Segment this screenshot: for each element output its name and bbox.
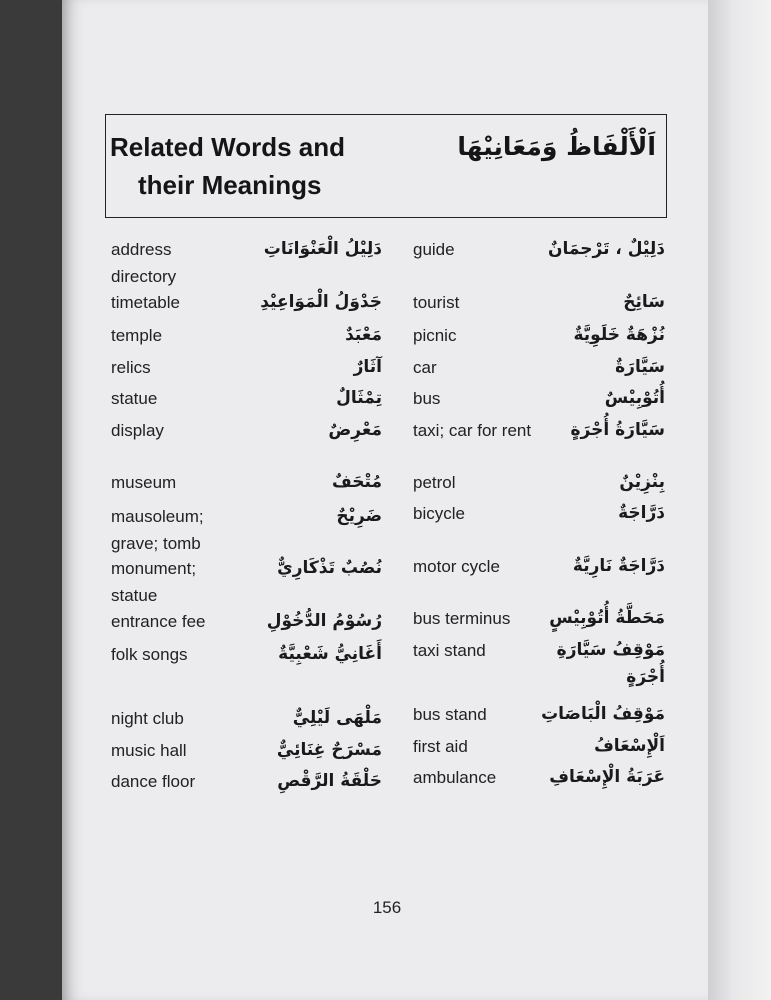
right-english-6: taxi; car for rent [413, 421, 532, 440]
left-arabic-7: مُتْحَفٌ [332, 472, 382, 492]
right-english-12: bus stand [413, 705, 487, 724]
heading-english-line2: their Meanings [138, 170, 322, 200]
right-arabic-8: دَرَّاجَةٌ [618, 503, 665, 523]
left-arabic-11: أَغَانِيُّ شَعْبِيَّةٌ [278, 644, 382, 664]
right-arabic-5: أُتُوْبِيْسٌ [604, 388, 665, 408]
heading-english-line1: Related Words and [110, 132, 346, 162]
heading-arabic: اَلْأَلْفَاظُ وَمَعَانِيْهَا [457, 132, 656, 161]
right-arabic-1: دَلِيْلٌ ، تَرْجمَانٌ [547, 239, 665, 259]
left-arabic-14: حَلْقَةُ الرَّقْصِ [277, 771, 382, 791]
right-english-14: ambulance [413, 768, 497, 787]
left-arabic-4: آثَارٌ [353, 357, 382, 377]
right-arabic-14: عَرَبَةُ الْإِسْعَافِ [549, 767, 665, 787]
right-arabic-2: سَائِحٌ [623, 292, 665, 312]
left-arabic-13: مَسْرَحٌ غِنَائِيٌّ [276, 740, 382, 760]
left-english-3: temple [111, 326, 163, 345]
right-arabic-4: سَيَّارَةٌ [615, 357, 665, 377]
right-english-3: picnic [413, 326, 457, 345]
right-arabic-11: مَوْقِفُ سَيَّارَةِ أُجْرَةٍ [556, 640, 665, 687]
right-english-1: guide [413, 240, 455, 259]
right-arabic-12: مَوْقِفُ الْبَاصَاتِ [541, 704, 665, 724]
left-english-12: night club [111, 709, 184, 728]
left-arabic-1: دَلِيْلُ الْعَنْوَانَاتِ [263, 239, 382, 259]
right-arabic-13: اَلْإِسْعَافُ [594, 736, 665, 756]
right-arabic-10: مَحَطَّةُ أُتُوْبِيْسٍ [549, 608, 665, 628]
left-english-11: folk songs [111, 645, 188, 664]
left-arabic-12: مَلْهَى لَيْلِيٌّ [292, 708, 382, 728]
left-english-1: address directory [111, 240, 177, 286]
left-arabic-5: تِمْثَالٌ [336, 388, 382, 408]
left-arabic-2: جَدْوَلُ الْمَوَاعِيْدِ [260, 292, 382, 312]
right-english-2: tourist [413, 293, 460, 312]
right-arabic-6: سَيَّارَةُ أُجْرَةٍ [570, 420, 665, 440]
right-english-9: motor cycle [413, 557, 500, 576]
left-english-14: dance floor [111, 772, 196, 791]
right-english-13: first aid [413, 737, 468, 756]
left-english-7: museum [111, 473, 177, 492]
left-arabic-9: نُصُبٌ تَذْكَارِيٌّ [277, 558, 382, 578]
right-arabic-3: نُزْهَةٌ خَلَوِيَّةٌ [573, 325, 665, 345]
right-english-7: petrol [413, 473, 456, 492]
left-arabic-10: رُسُوْمُ الدُّخُوْلِ [266, 611, 382, 631]
left-arabic-6: مَعْرِضٌ [328, 420, 382, 440]
right-english-4: car [413, 358, 437, 377]
left-english-8: mausoleum; grave; tomb [111, 507, 204, 553]
page-edge [708, 0, 771, 1000]
right-english-5: bus [413, 389, 441, 408]
left-english-10: entrance fee [111, 612, 206, 631]
page-number: 156 [372, 898, 402, 917]
left-arabic-3: مَعْبَدٌ [345, 325, 382, 345]
heading-english [110, 128, 400, 204]
left-arabic-8: ضَرِيْحٌ [336, 506, 382, 526]
left-english-9: monument; statue [111, 559, 197, 605]
right-english-11: taxi stand [413, 641, 486, 660]
right-english-8: bicycle [413, 504, 465, 523]
left-english-4: relics [111, 358, 151, 377]
left-english-13: music hall [111, 741, 187, 760]
left-english-2: timetable [111, 293, 180, 312]
left-english-5: statue [111, 389, 158, 408]
right-english-10: bus terminus [413, 609, 511, 628]
right-arabic-7: بِنْزِيْنٌ [619, 472, 665, 492]
left-english-6: display [111, 421, 164, 440]
right-arabic-9: دَرَّاجَةٌ نَارِيَّةٌ [572, 556, 665, 576]
